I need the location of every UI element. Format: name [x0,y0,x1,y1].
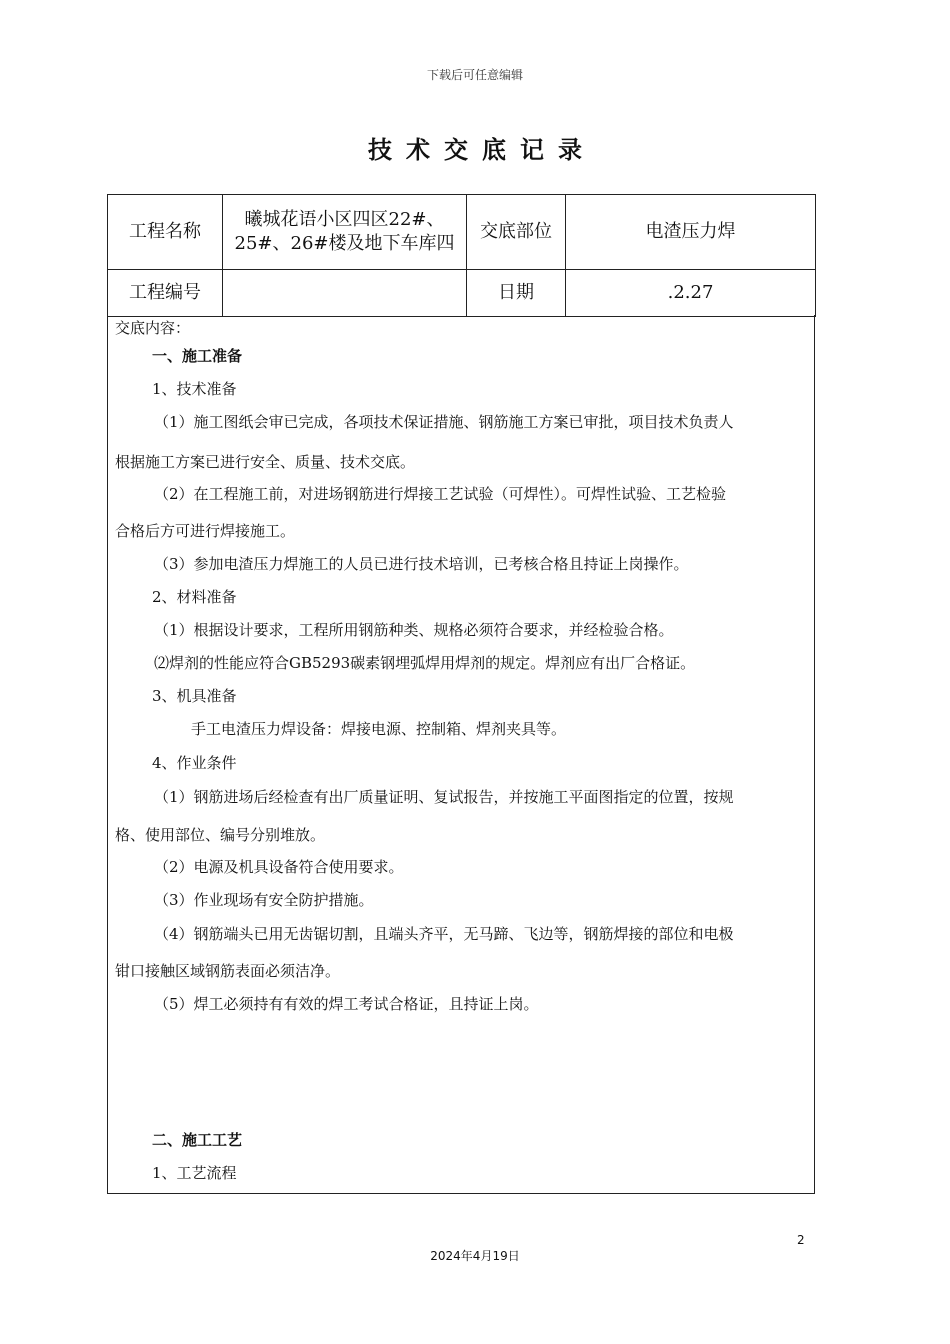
paragraph-line: （1）钢筋进场后经检查有出厂质量证明、复试报告，并按施工平面图指定的位置，按规 [154,788,734,806]
section-heading: 一、施工准备 [152,347,243,365]
subsection-heading: 4、作业条件 [152,754,237,772]
paragraph-line: 根据施工方案已进行安全、质量、技术交底。 [115,453,416,471]
table-row [108,195,816,270]
subsection-heading: 1、工艺流程 [152,1164,237,1182]
footer-date: 2024年4月19日 [430,1249,520,1263]
project-no-value [223,270,467,317]
project-name-value: 曦城花语小区四区22#、25#、26#楼及地下车库四 [223,195,467,270]
paragraph-line: 合格后方可进行焊接施工。 [115,522,296,540]
paragraph-line: 钳口接触区域钢筋表面必须洁净。 [115,962,341,980]
paragraph-line: ⑵焊剂的性能应符合GB5293碳素钢埋弧焊用焊剂的规定。焊剂应有出厂合格证。 [154,654,696,672]
header-note: 下载后可任意编辑 [426,68,523,82]
paragraph-line: （2）在工程施工前，对进场钢筋进行焊接工艺试验（可焊性）。可焊性试验、工艺检验 [154,485,727,503]
project-no-label: 工程编号 [108,270,223,317]
page-number: 2 [797,1233,805,1247]
paragraph-line: （3）作业现场有安全防护措施。 [154,891,374,909]
subsection-heading: 1、技术准备 [152,380,237,398]
paragraph-line: （5）焊工必须持有有效的焊工考试合格证，且持证上岗。 [154,995,539,1013]
paragraph-line: （3）参加电渣压力焊施工的人员已进行技术培训，已考核合格且持证上岗操作。 [154,555,689,573]
paragraph-line: 手工电渣压力焊设备：焊接电源、控制箱、焊剂夹具等。 [191,720,567,738]
subsection-heading: 2、材料准备 [152,588,237,606]
handover-part-label: 交底部位 [467,195,566,270]
table-row [108,270,816,317]
info-table [107,194,816,317]
subsection-heading: 3、机具准备 [152,687,237,705]
paragraph-line: （4）钢筋端头已用无齿锯切割，且端头齐平，无马蹄、飞边等，钢筋焊接的部位和电极 [154,925,734,943]
content-label: 交底内容： [115,319,191,337]
paragraph-line: （1）施工图纸会审已完成，各项技术保证措施、钢筋施工方案已审批，项目技术负责人 [154,413,734,431]
date-label: 日期 [467,270,566,317]
project-name-label: 工程名称 [108,195,223,270]
content-box [107,315,815,1194]
document-title: 技术交底记录 [368,136,596,164]
paragraph-line: 格、使用部位、编号分别堆放。 [115,826,326,844]
section-heading: 二、施工工艺 [152,1131,243,1149]
paragraph-line: （2）电源及机具设备符合使用要求。 [154,858,404,876]
paragraph-line: （1）根据设计要求，工程所用钢筋种类、规格必须符合要求，并经检验合格。 [154,621,674,639]
date-value: .2.27 [566,270,816,317]
handover-part-value: 电渣压力焊 [566,195,816,270]
